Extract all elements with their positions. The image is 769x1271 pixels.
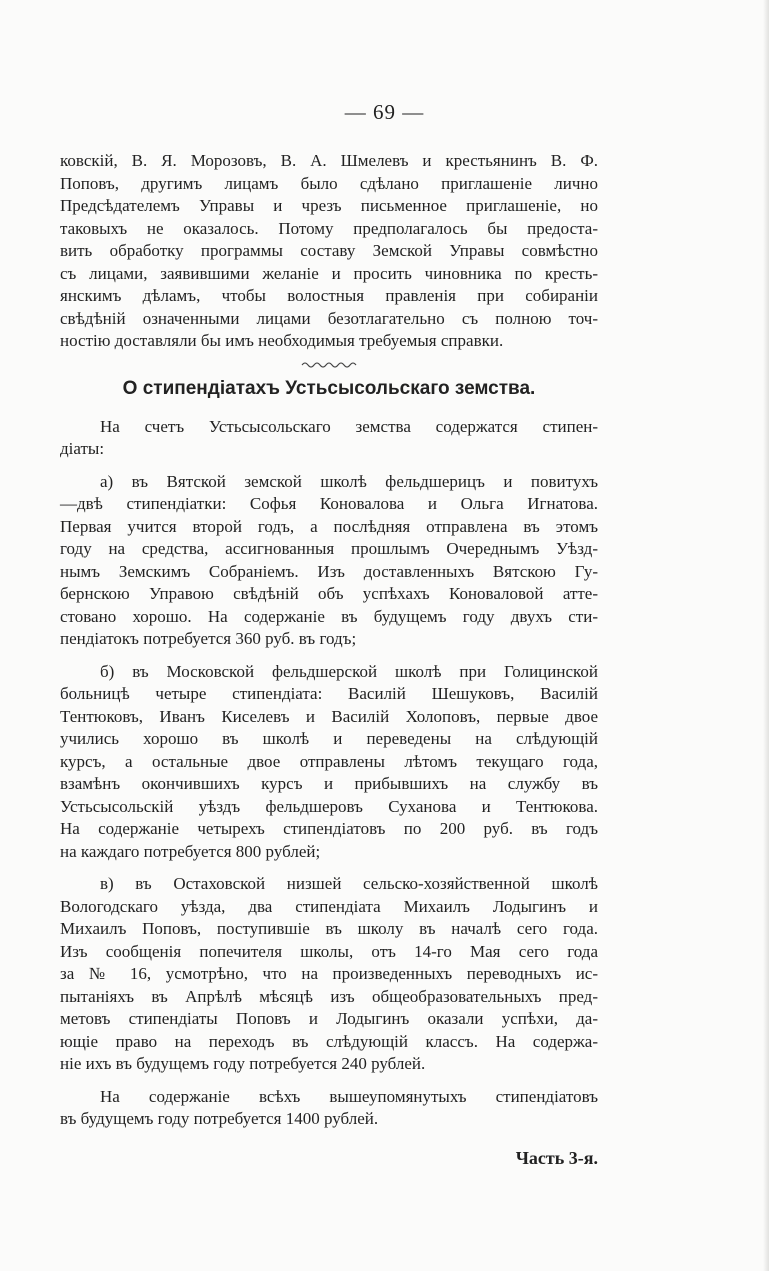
text-line: —двѣ стипендіатки: Софья Коновалова и Ольга Игнатова. xyxy=(60,494,598,513)
text-line: Первая учится второй годъ, а послѣдняя отправлена въ этомъ xyxy=(60,516,598,536)
text-line: ніе ихъ въ будущемъ году потребуется 240 рублей. xyxy=(60,1054,426,1073)
text-line: съ лицами, заявившими желаніе и просить чиновника по кресть- xyxy=(60,263,598,283)
text-line: метовъ стипендіаты Поповъ и Лодыгинъ оказали успѣхи, да- xyxy=(60,1009,598,1028)
paragraph-c xyxy=(60,873,598,1076)
paragraph-a xyxy=(60,471,598,651)
text-line: Предсѣдателемъ Управы и чрезъ письменное приглашеніе, но xyxy=(60,196,598,215)
text-line: больницѣ четыре стипендіата: Василій Шешуковъ, Василій xyxy=(60,684,598,703)
text-line: діаты: xyxy=(60,439,105,458)
signature-line: Часть 3-я. xyxy=(515,1147,598,1168)
text-line: таковыхъ не оказалось. Потому предполагалось бы предоста- xyxy=(60,218,598,238)
text-line: Устьсысольскій уѣздъ фельдшеровъ Суханова и Тентюкова. xyxy=(60,796,598,816)
text-line: в) въ Остаховской низшей сельско-хозяйственной школѣ xyxy=(100,874,598,893)
text-line: курсъ, а остальные двое отправлены лѣтомъ текущаго года, xyxy=(60,751,598,771)
text-line: году на средства, ассигнованныя прошлымъ Очереднымъ Уѣзд- xyxy=(60,539,598,558)
text-line: На содержаніе четырехъ стипендіатовъ по 200 руб. въ годъ xyxy=(60,819,598,838)
text-line: Вологодскаго уѣзда, два стипендіата Михаилъ Лодыгинъ и xyxy=(60,896,598,916)
text-line: за № 16, усмотрѣно, что на произведенныхъ переводныхъ ис- xyxy=(60,964,598,983)
text-line: На содержаніе всѣхъ вышеупомянутыхъ стипендіатовъ xyxy=(100,1086,598,1106)
ornament-divider xyxy=(301,360,357,370)
text-line: въ будущемъ году потребуется 1400 рублей. xyxy=(60,1109,379,1128)
text-line: Михаилъ Поповъ, поступившіе въ школу въ началѣ сего года. xyxy=(60,919,598,938)
text-line: Изъ сообщенія попечителя школы, отъ 14-го Мая сего года xyxy=(60,941,598,961)
text-line: вить обработку программы составу Земской Управы совмѣстно xyxy=(60,241,598,260)
text-line: свѣдѣній означенными лицами безотлагательно съ полною точ- xyxy=(60,308,598,328)
text-line: ющіе право на переходъ въ слѣдующій классъ. На содержа- xyxy=(60,1031,598,1051)
text-line: пендіатокъ потребуется 360 руб. въ годъ; xyxy=(60,629,357,648)
paragraph-1 xyxy=(60,150,598,353)
text-line: б) въ Московской фельдшерской школѣ при Голицинской xyxy=(100,661,598,681)
text-line: ковскій, В. Я. Морозовъ, В. А. Шмелевъ и крестьянинъ В. Ф. xyxy=(60,151,598,170)
text-line: на каждаго потребуется 800 рублей; xyxy=(60,841,321,861)
paragraph-intro xyxy=(60,416,598,461)
text-line: а) въ Вятской земской школѣ фельдшерицъ и повитухъ xyxy=(100,471,598,491)
text-line: янскимъ дѣламъ, чтобы волостныя правленія при собираніи xyxy=(60,286,598,305)
page-number: — 69 — xyxy=(344,100,425,124)
paragraph-total xyxy=(60,1086,598,1131)
text-line: Поповъ, другимъ лицамъ было сдѣлано приглашеніе лично xyxy=(60,173,598,193)
text-line: нымъ Земскимъ Собраніемъ. Изъ доставленныхъ Вятскою Гу- xyxy=(60,561,598,581)
section-heading: О стипендіатахъ Устьсысольскаго земства. xyxy=(122,377,536,399)
paragraph-b xyxy=(60,661,598,864)
text-line: бернскою Управою свѣдѣній объ успѣхахъ Коноваловой атте- xyxy=(60,584,598,603)
text-line: пытаніяхъ въ Апрѣлѣ мѣсяцѣ изъ общеобразовательныхъ пред- xyxy=(60,986,598,1006)
text-line: взамѣнъ окончившихъ курсъ и прибывшихъ на службу въ xyxy=(60,774,598,793)
text-line: стовано хорошо. На содержаніе въ будущемъ году двухъ сти- xyxy=(60,606,598,626)
text-line: Тентюковъ, Иванъ Киселевъ и Василій Холоповъ, первые двое xyxy=(60,706,598,726)
text-line: учились хорошо въ школѣ и переведены на слѣдующій xyxy=(60,729,598,748)
page-body xyxy=(60,150,598,1169)
text-line: На счетъ Устьсысольскаго земства содержатся стипен- xyxy=(100,416,598,436)
page-edge-shadow xyxy=(763,0,769,1271)
text-line: ностію доставляли бы имъ необходимыя требуемыя справки. xyxy=(60,331,504,350)
